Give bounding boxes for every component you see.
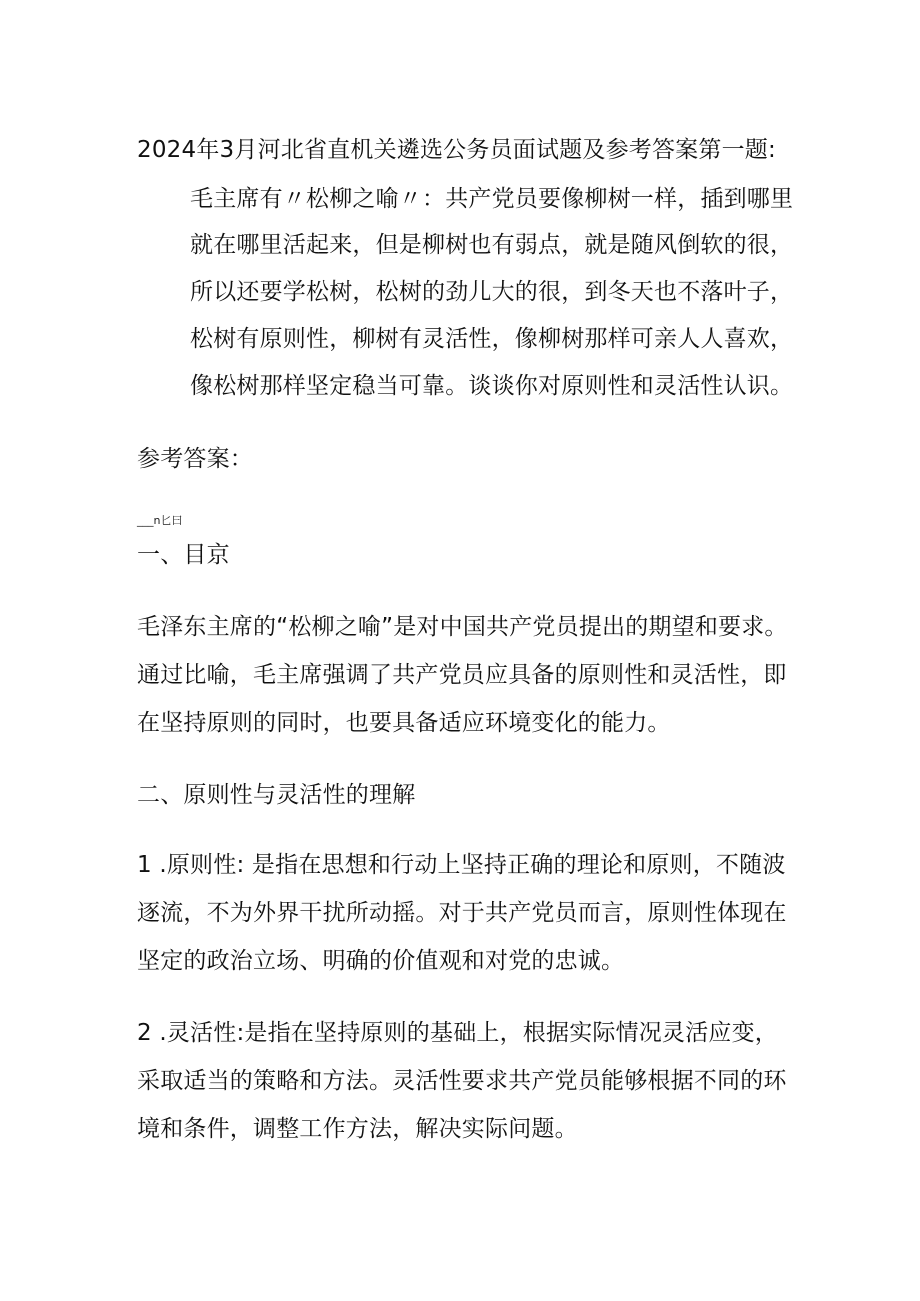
section2-heading: 二、原则性与灵活性的理解 [137, 782, 416, 808]
section1-line: 在坚持原则的同时，也要具备适应环境变化的能力。 [137, 710, 671, 736]
answer-label: 参考答案： [137, 446, 253, 472]
document-title: 2024年3月河北省直机关遴选公务员面试题及参考答案第一题: [137, 137, 776, 163]
question-line: 松树有原则性，柳树有灵活性，像柳树那样可亲人人喜欢， [190, 326, 794, 352]
question-line: 所以还要学松树，松树的劲儿大的很，到冬天也不落叶子， [190, 279, 794, 305]
section1-line: 通过比喻，毛主席强调了共产党员应具备的原则性和灵活性，即 [137, 662, 787, 688]
item1-line: 1 .原则性: 是指在思想和行动上坚持正确的理论和原则，不随波 [137, 852, 786, 878]
question-line: 毛主席有〃松柳之喻〃：共产党员要像柳树一样，插到哪里 [190, 186, 794, 212]
item2-line: 境和条件，调整工作方法，解决实际问题。 [137, 1116, 578, 1142]
item2-line: 采取适当的策略和方法。灵活性要求共产党员能够根据不同的环 [137, 1068, 787, 1094]
item2-line: 2 .灵活性:是指在坚持原则的基础上，根据实际情况灵活应变， [137, 1020, 779, 1046]
section1-line: 毛泽东主席的“松柳之喻”是对中国共产党员提出的期望和要求。 [137, 614, 788, 640]
small-mark: ___n匕曰 [137, 514, 183, 527]
item1-line: 坚定的政治立场、明确的价值观和对党的忠诚。 [137, 948, 625, 974]
section1-heading: 一、目京 [137, 542, 230, 568]
question-line: 像松树那样坚定稳当可靠。谈谈你对原则性和灵活性认识。 [190, 373, 794, 399]
question-line: 就在哪里活起来，但是柳树也有弱点，就是随风倒软的很， [190, 232, 794, 258]
item1-line: 逐流，不为外界干扰所动摇。对于共产党员而言，原则性体现在 [137, 900, 787, 926]
